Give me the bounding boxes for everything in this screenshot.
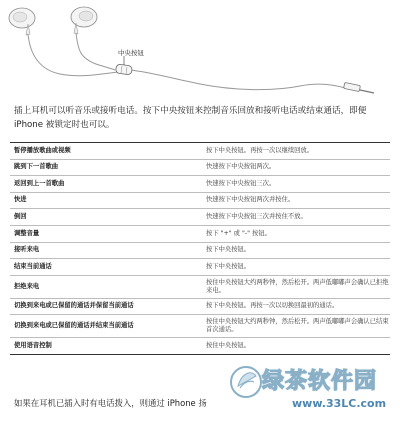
center-button-remote-icon xyxy=(115,64,132,75)
table-row xyxy=(10,143,390,160)
table-row xyxy=(10,275,390,298)
instruction-cell: 快速按下中央按钮三次。 xyxy=(200,176,390,193)
action-cell: 结束当前通话 xyxy=(10,259,200,276)
instruction-cell: 按住中央按钮。 xyxy=(200,338,390,355)
watermark-site-name: 绿茶软件园 xyxy=(262,369,378,394)
table-row xyxy=(10,176,390,193)
table-row xyxy=(10,159,390,176)
center-button-callout: 中央按钮 xyxy=(118,49,144,57)
action-cell: 切换到来电或已保留的通话并结束当前通话 xyxy=(10,315,200,338)
action-cell: 暂停播放歌曲或视频 xyxy=(10,143,200,160)
table-row xyxy=(10,259,390,276)
left-earbud-icon xyxy=(9,8,35,35)
table-row xyxy=(10,209,390,226)
table-row xyxy=(10,298,390,315)
instruction-cell: 按下中央按钮。 xyxy=(200,259,390,276)
action-cell: 调整音量 xyxy=(10,225,200,242)
instruction-cell: 快速按下中央按钮两次并按住。 xyxy=(200,192,390,209)
action-cell: 快进 xyxy=(10,192,200,209)
instruction-cell: 按下中央按钮。再按一次以切换回最初的通话。 xyxy=(200,298,390,315)
instruction-cell: 按住中央按钮大约两秒钟，然后松开。两声低嘟嘟声会确认已结束首次通话。 xyxy=(200,315,390,338)
instruction-cell: 按下 "+" 或 "-" 按钮。 xyxy=(200,225,390,242)
earphones-illustration xyxy=(0,0,400,100)
table-row xyxy=(10,225,390,242)
instruction-cell: 快速按下中央按钮两次。 xyxy=(200,159,390,176)
instruction-cell: 按下中央按钮。再按一次以继续回放。 xyxy=(200,143,390,160)
footer-paragraph: 如果在耳机已插入时有电话拨入，则通过 iPhone 扬 xyxy=(14,398,207,408)
audio-plug-icon xyxy=(344,82,374,93)
action-cell: 切换到来电或已保留的通话并保留当前通话 xyxy=(10,298,200,315)
watermark-url: www.33LC.com xyxy=(292,397,387,410)
action-cell: 拒绝来电 xyxy=(10,275,200,298)
action-cell: 跳到下一首歌曲 xyxy=(10,159,200,176)
table-row xyxy=(10,338,390,355)
instruction-cell: 快速按下中央按钮三次并按住不放。 xyxy=(200,209,390,226)
table-row xyxy=(10,315,390,338)
action-cell: 使用语音控制 xyxy=(10,338,200,355)
right-earbud-icon xyxy=(71,7,97,34)
instruction-cell: 按下中央按钮。 xyxy=(200,242,390,259)
intro-paragraph: 插上耳机可以听音乐或接听电话。按下中央按钮来控制音乐回放和接听电话或结束通话，即便 iPhone 被锁定时也可以。 xyxy=(14,106,367,130)
table-row xyxy=(10,242,390,259)
instruction-cell: 按住中央按钮大约两秒钟，然后松开。两声低嘟嘟声会确认已拒绝来电。 xyxy=(200,275,390,298)
controls-table xyxy=(10,142,390,355)
action-cell: 倒回 xyxy=(10,209,200,226)
table-row xyxy=(10,192,390,209)
action-cell: 返回到上一首歌曲 xyxy=(10,176,200,193)
action-cell: 接听来电 xyxy=(10,242,200,259)
